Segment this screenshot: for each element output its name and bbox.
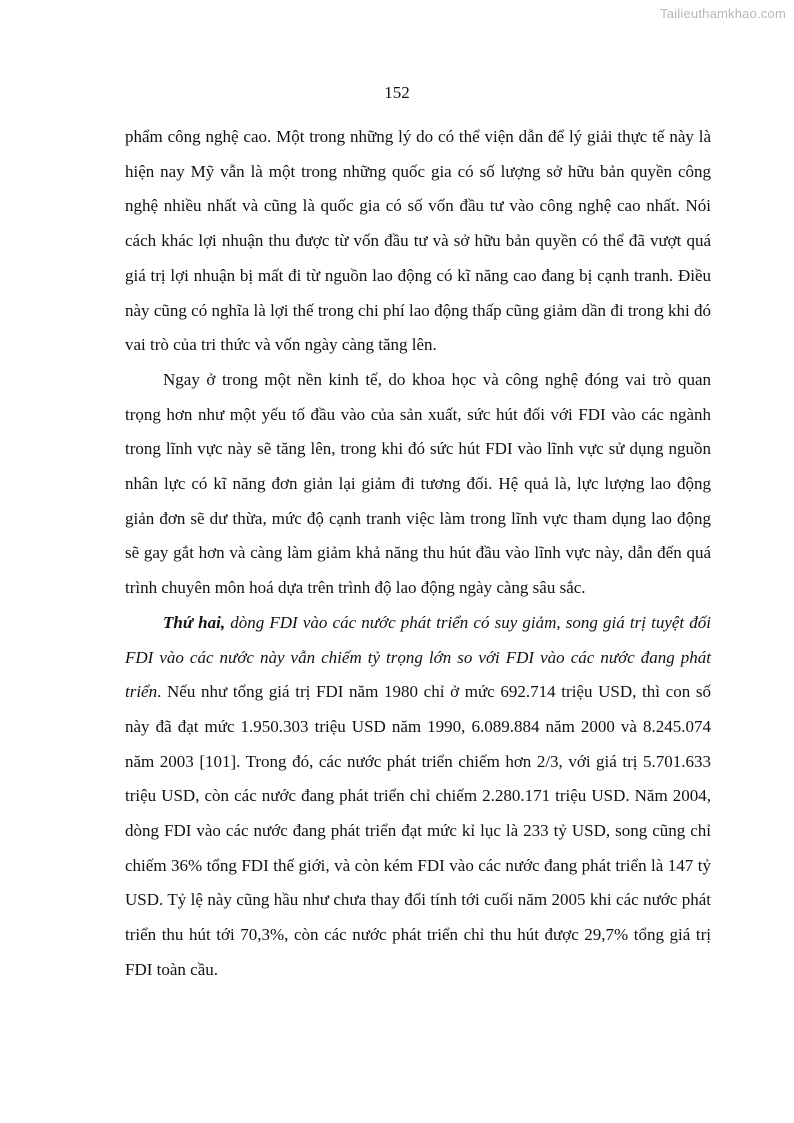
paragraph-3 bbox=[125, 606, 711, 988]
paragraph-3-italic-text: dòng FDI vào các nước phát triển có suy giảm, song giá trị tuyệt đối FDI vào các nước này vẫn chiếm tỷ trọng lớn so với FDI vào các nước đang phát triển bbox=[125, 612, 711, 702]
document-body bbox=[125, 120, 711, 988]
page-number: 152 bbox=[384, 83, 410, 102]
watermark-text: Tailieuthamkhao.com bbox=[660, 6, 786, 21]
paragraph-3-body: . Nếu như tổng giá trị FDI năm 1980 chỉ ở mức 692.714 triệu USD, thì con số này đã đạt mức 1.950.303 triệu USD năm 1990, 6.089.884 năm 2000 và 8.245.074 năm 2003 [101]. Trong đó, các nước phát triển chiếm hơn 2/3, với giá trị 5.701.633 triệu USD, còn các nước đang phát triển chỉ chiếm 2.280.171 triệu USD. Năm 2004, dòng FDI vào các nước đang phát triển đạt mức kỉ lục là 233 tỷ USD, song cũng chỉ chiếm 36% tổng FDI thế giới, và còn kém FDI vào các nước đang phát triển là 147 tỷ USD. Tỷ lệ này cũng hầu như chưa thay đổi tính tới cuối năm 2005 khi các nước phát triển thu hút tới 70,3%, còn các nước phát triển chỉ thu hút được 29,7% tổng giá trị FDI toàn cầu. bbox=[125, 682, 711, 979]
paragraph-3-lead: Thứ hai, bbox=[163, 612, 226, 632]
paragraph-1: phẩm công nghệ cao. Một trong những lý do có thể viện dẫn để lý giải thực tế này là hiện nay Mỹ vẫn là một trong những quốc gia có số lượng sở hữu bản quyền công nghệ nhiều nhất và cũng là quốc gia có số vốn đầu tư vào công nghệ cao nhất. Nói cách khác lợi nhuận thu được từ vốn đầu tư và sở hữu bản quyền có thể đã vượt quá giá trị lợi nhuận bị mất đi từ nguồn lao động có kĩ năng cao đang bị cạnh tranh. Điều này cũng có nghĩa là lợi thế trong chi phí lao động thấp cũng giảm dần đi trong khi đó vai trò của tri thức và vốn ngày càng tăng lên. bbox=[125, 127, 711, 355]
paragraph-2: Ngay ở trong một nền kinh tế, do khoa học và công nghệ đóng vai trò quan trọng hơn như một yếu tố đầu vào của sản xuất, sức hút đối với FDI vào các ngành trong lĩnh vực này sẽ tăng lên, trong khi đó sức hút FDI vào lĩnh vực sử dụng nguồn nhân lực có kĩ năng đơn giản lại giảm đi tương đối. Hệ quả là, lực lượng lao động giản đơn sẽ dư thừa, mức độ cạnh tranh việc làm trong lĩnh vực tham dụng lao động sẽ gay gắt hơn và càng làm giảm khả năng thu hút đầu vào lĩnh vực này, dẫn đến quá trình chuyên môn hoá dựa trên trình độ lao động ngày càng sâu sắc. bbox=[125, 369, 711, 598]
